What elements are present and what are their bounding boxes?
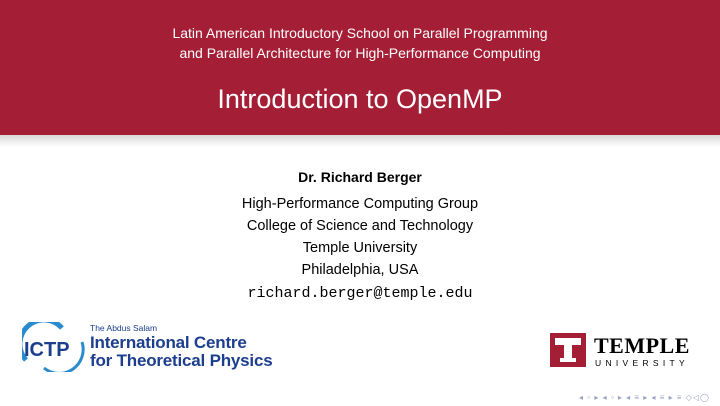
banner-shadow [0, 135, 720, 147]
event-title-line-1: Latin American Introductory School on Parallel Programming [172, 25, 548, 41]
event-title-line-2: and Parallel Architecture for High-Performance Computing [179, 45, 541, 61]
author-email: richard.berger@temple.edu [247, 285, 473, 302]
temple-logo [550, 333, 690, 373]
ictp-emblem-icon [22, 322, 88, 372]
ictp-abbr: ICTP [24, 339, 70, 361]
affiliation-college: College of Science and Technology [246, 218, 474, 234]
temple-wordmark: TEMPLE [594, 333, 690, 358]
ictp-logo [22, 322, 273, 372]
affiliation-university: Temple University [302, 240, 418, 256]
ictp-small-text: The Abdus Salam [90, 323, 158, 333]
ictp-name-line-1: International Centre [90, 333, 247, 352]
affiliation-group: High-Performance Computing Group [241, 196, 479, 212]
title-banner [0, 0, 720, 135]
affiliation-city: Philadelphia, USA [301, 262, 419, 278]
ictp-name-line-2: for Theoretical Physics [90, 351, 273, 370]
author-affiliation [0, 193, 720, 281]
beamer-navigation-icons[interactable]: ◂ ▫ ▸ ◂ ▫ ▸ ◂ ≡ ▸ ◂ ≡ ▸ ≡ ◇◁◯ [579, 393, 710, 402]
presentation-title: Introduction to OpenMP [217, 84, 503, 114]
author-name: Dr. Richard Berger [298, 169, 422, 185]
temple-university-text: UNIVERSITY [595, 358, 690, 368]
temple-t-icon [550, 333, 586, 367]
